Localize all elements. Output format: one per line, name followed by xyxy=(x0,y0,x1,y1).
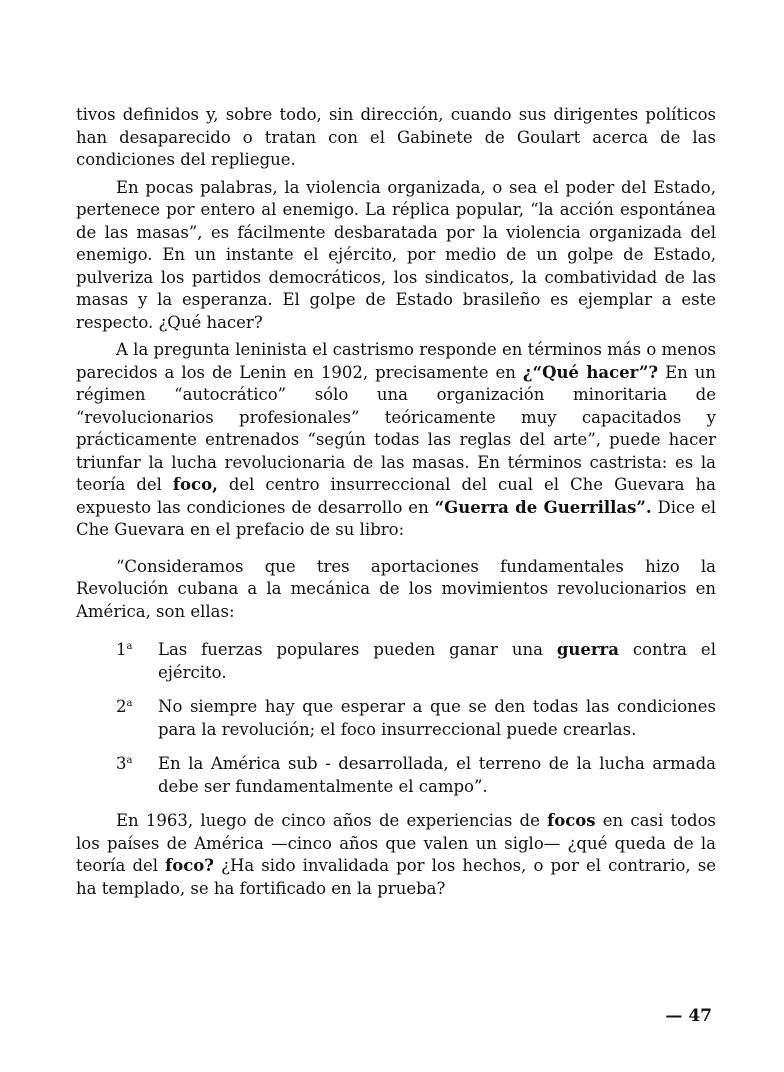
text-run: en casi todos los países de América —cinco años que valen un siglo— ¿qué queda de la teoría del xyxy=(76,811,717,875)
list-item-text: En la América sub - desarrollada, el terreno de la lucha armada debe ser fundamentalmente el campo”. xyxy=(158,754,716,796)
quote-intro: “Consideramos que tres aportaciones fundamentales hizo la Revolución cubana a la mecánica de los movimientos revolucionarios en América, son ellas: xyxy=(76,556,716,621)
text-run: En 1963, luego de cinco años de experiencias de xyxy=(116,811,548,830)
bold-foco: foco, xyxy=(172,475,218,494)
paragraph-leninista xyxy=(76,339,716,542)
bold-que-hacer: ¿“Qué hacer”? xyxy=(522,362,659,382)
bold-foco-question: foco? xyxy=(165,856,214,875)
text-run: ¿Ha sido invalidada por los hechos, o por el contrario, se ha templado, se ha fortificado en la prueba? xyxy=(76,856,716,898)
list-number: 3$^a$ xyxy=(116,754,133,773)
bold-guerra: guerra xyxy=(556,640,619,659)
list-item-text: No siempre hay que esperar a que se den todas las condiciones para la revolución; el foco insurreccional puede crearlas. xyxy=(158,697,716,739)
page-body xyxy=(76,104,716,905)
paragraph-violencia: En pocas palabras, la violencia organizada, o sea el poder del Estado, pertenece por entero al enemigo. La réplica popular, “la acción espontánea de las masas”, es fácilmente desbaratada por la violencia organizada del enemigo. En un instante el ejército, por medio de un golpe de Estado, pulveriza los partidos democráticos, los sindicatos, la combatividad de las masas y la esperanza. El golpe de Estado brasileño es ejemplar a este respecto. ¿Qué hacer? xyxy=(76,177,716,332)
list-item-1 xyxy=(116,639,716,684)
bold-focos: focos xyxy=(547,811,596,830)
text-run: Dice el Che Guevara en el prefacio de su libro: xyxy=(76,497,717,539)
text-run: del centro insurreccional del cual el Che Guevara ha expuesto las condiciones de desarrollo en xyxy=(76,475,716,517)
page-number: — 47 xyxy=(665,1006,712,1026)
list-item-text: Las fuerzas populares pueden ganar una guerra contra el ejército. xyxy=(158,640,716,682)
text-run: A la pregunta leninista el castrismo responde en términos más o menos parecidos a los de Lenin en 1902, precisamente en xyxy=(76,340,716,382)
list-number: 2$^a$ xyxy=(116,697,133,716)
paragraph-final xyxy=(76,810,716,900)
list-item-3 xyxy=(116,753,716,798)
list-number: 1$^a$ xyxy=(116,640,133,659)
text-run: En un régimen “autocrático” sólo una organización minoritaria de “revolucionarios profesionales” teóricamente muy capacitados y prácticamente entrenados “según todas las reglas del arte”, puede hacer triunfar la lucha revolucionaria de las masas. En términos castrista: es la teoría del xyxy=(76,362,716,494)
paragraph-continuation: tivos definidos y, sobre todo, sin dirección, cuando sus dirigentes políticos han desaparecido o tratan con el Gabinete de Goulart acerca de las condiciones del repliegue. xyxy=(76,105,716,169)
list-item-2 xyxy=(116,696,716,741)
bold-guerra-de-guerrillas: “Guerra de Guerrillas”. xyxy=(434,497,652,517)
